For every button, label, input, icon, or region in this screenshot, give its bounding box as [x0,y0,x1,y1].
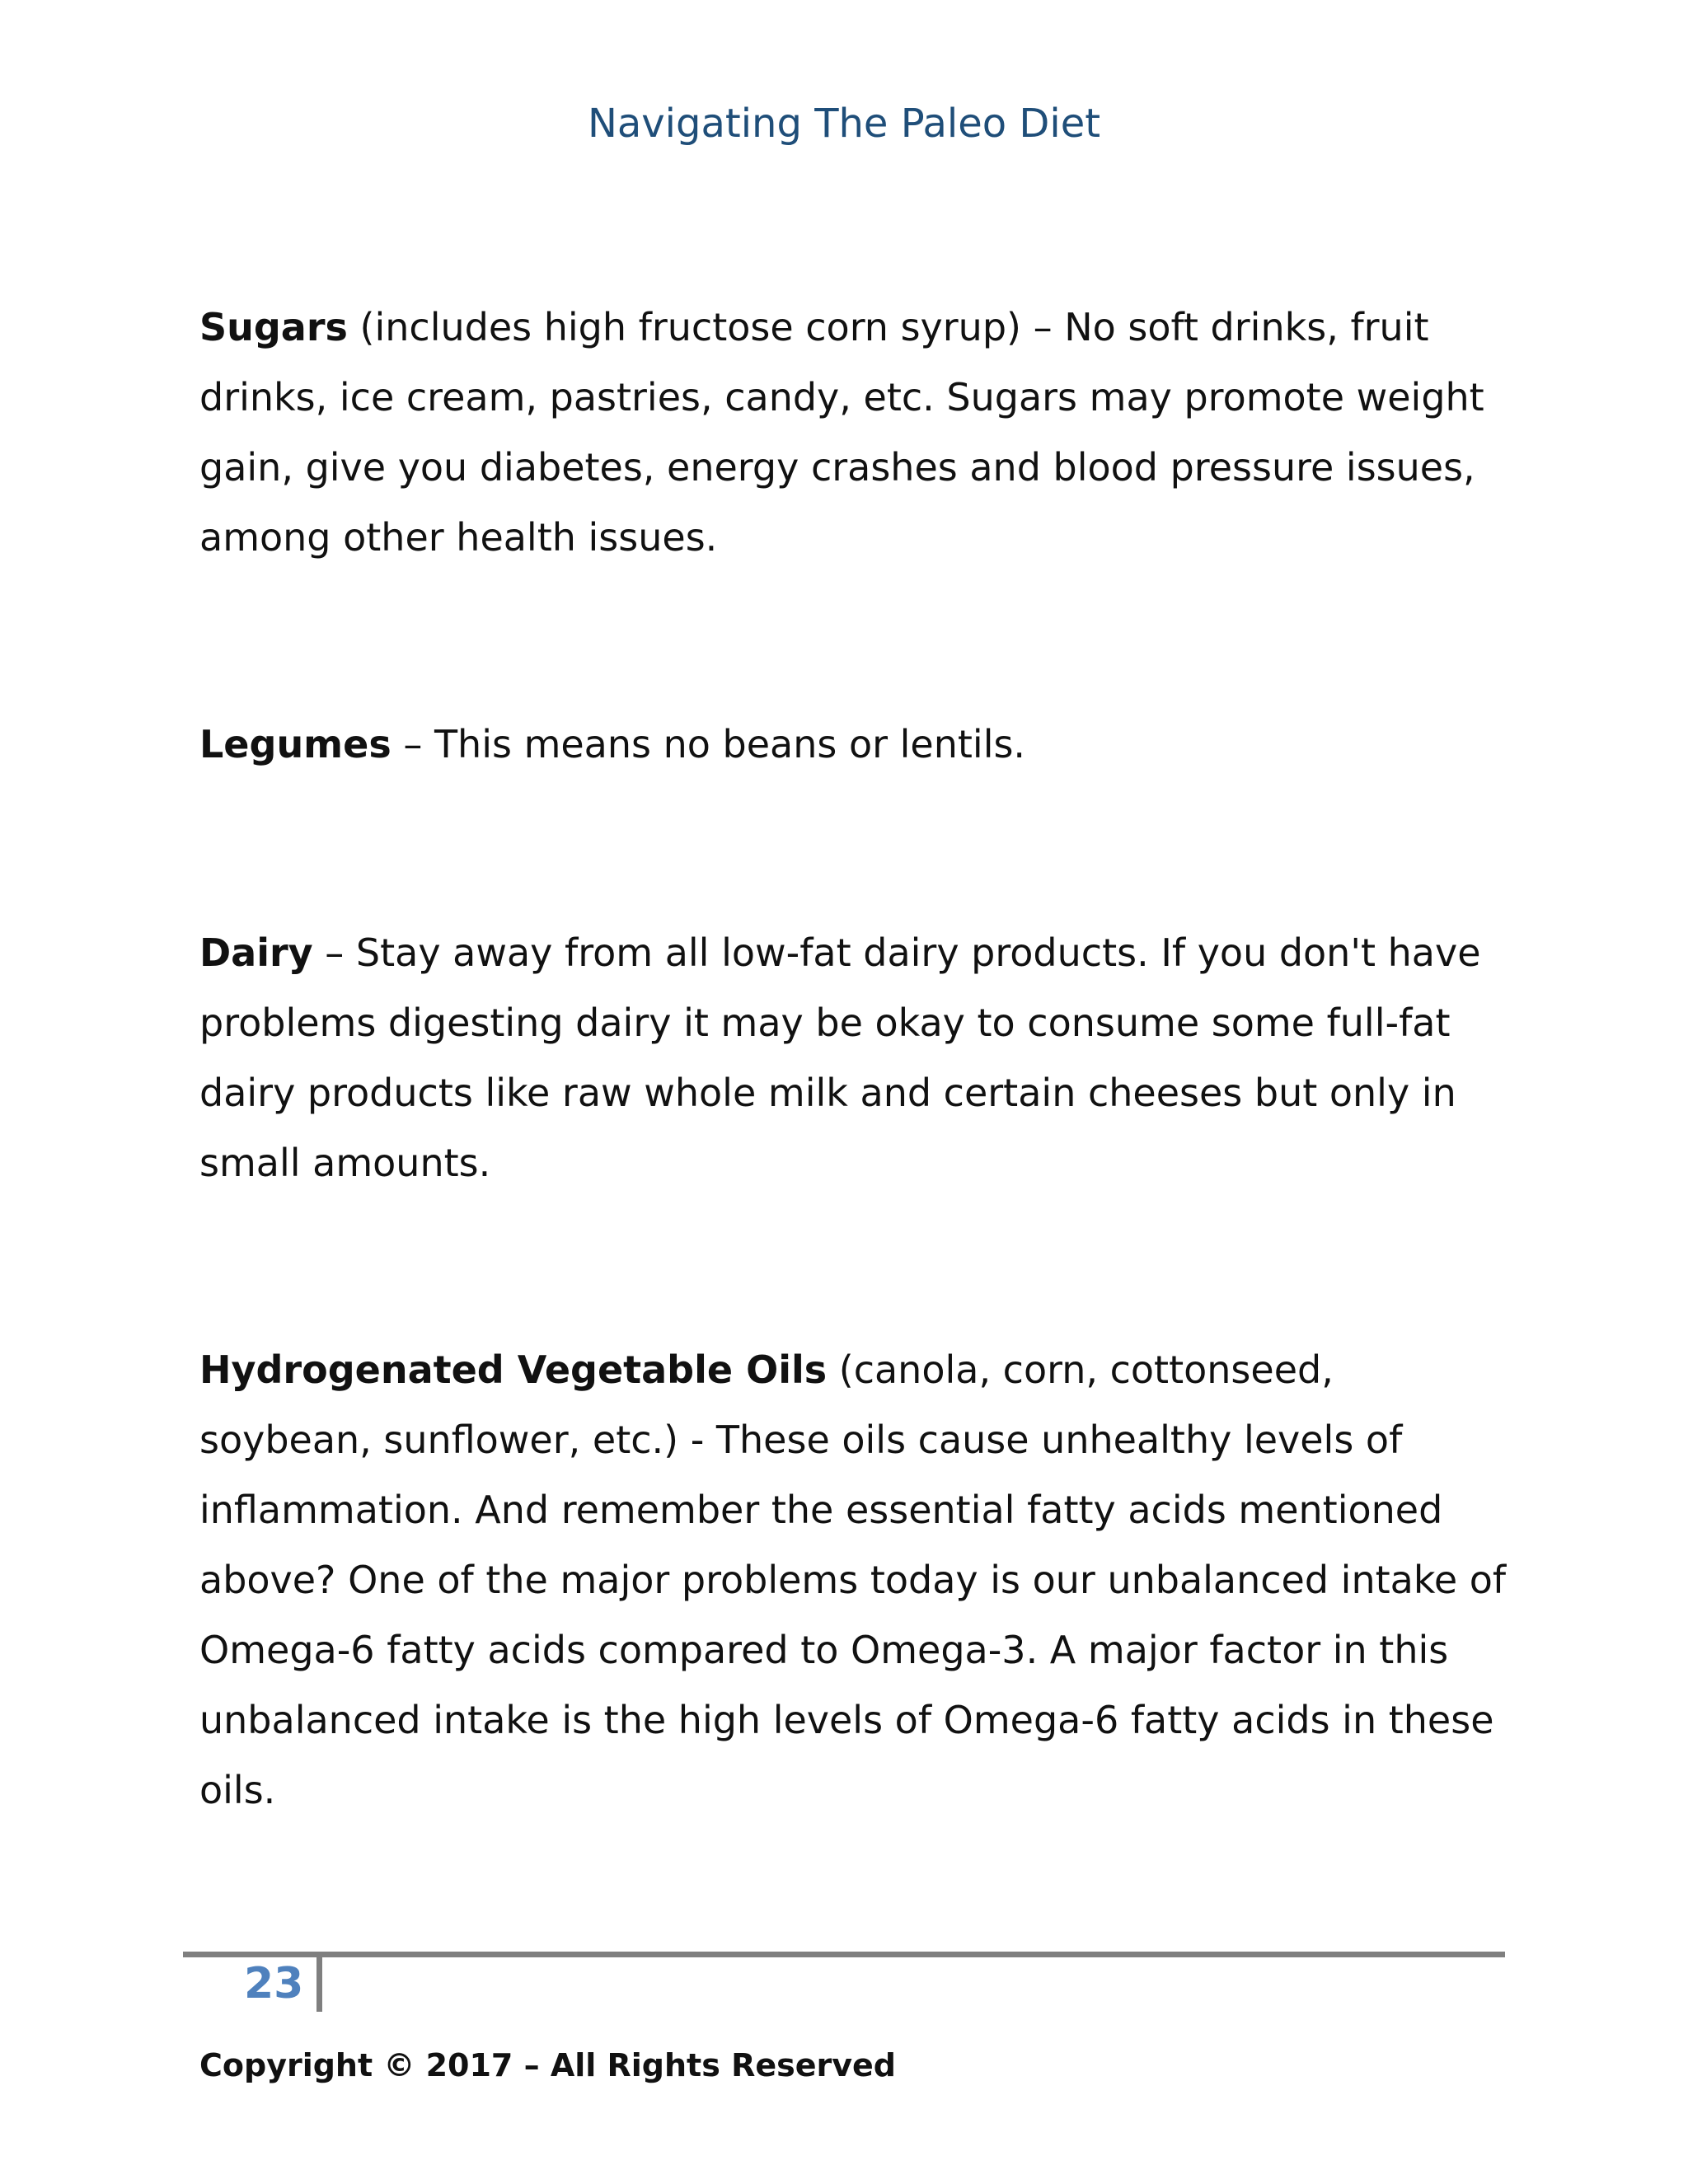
page-number: 23 [244,1959,304,2008]
page-number-divider [316,1957,322,2012]
entry-legumes [199,710,1510,780]
entry-term: Legumes [199,722,392,766]
entry-text: – This means no beans or lentils. [391,722,1026,766]
entry-text: (canola, corn, cottonseed, soybean, sunflower, etc.) - These oils cause unhealthy levels of inflammation. And remember the essential fatty acids mentioned above? One of the major problems today is our unbalanced intake of Omega-6 fatty acids compared to Omega-3. A major factor in this unbalanced intake is the high levels of Omega-6 fatty acids in these oils. [199,1347,1507,1812]
entry-text: – Stay away from all low-fat dairy products. If you don't have problems digesting dairy it may be okay to consume some full-fat dairy products like raw whole milk and certain cheeses but only in small amounts. [199,930,1481,1185]
entry-text: (includes high fructose corn syrup) – No soft drinks, fruit drinks, ice cream, pastries, candy, etc. Sugars may promote weight gain, give you diabetes, energy crashes and blood pressure issues, among other health issues. [199,305,1484,560]
entry-term: Dairy [199,930,313,975]
copyright-notice: Copyright © 2017 – All Rights Reserved [199,2047,896,2083]
entry-term: Hydrogenated Vegetable Oils [199,1347,828,1392]
entry-hydrogenated-oils [199,1335,1510,1825]
page-header-title: Navigating The Paleo Diet [587,101,1101,147]
footer-divider [183,1952,1505,1957]
entry-dairy [199,918,1510,1198]
entry-term: Sugars [199,305,348,349]
entry-sugars [199,293,1510,573]
